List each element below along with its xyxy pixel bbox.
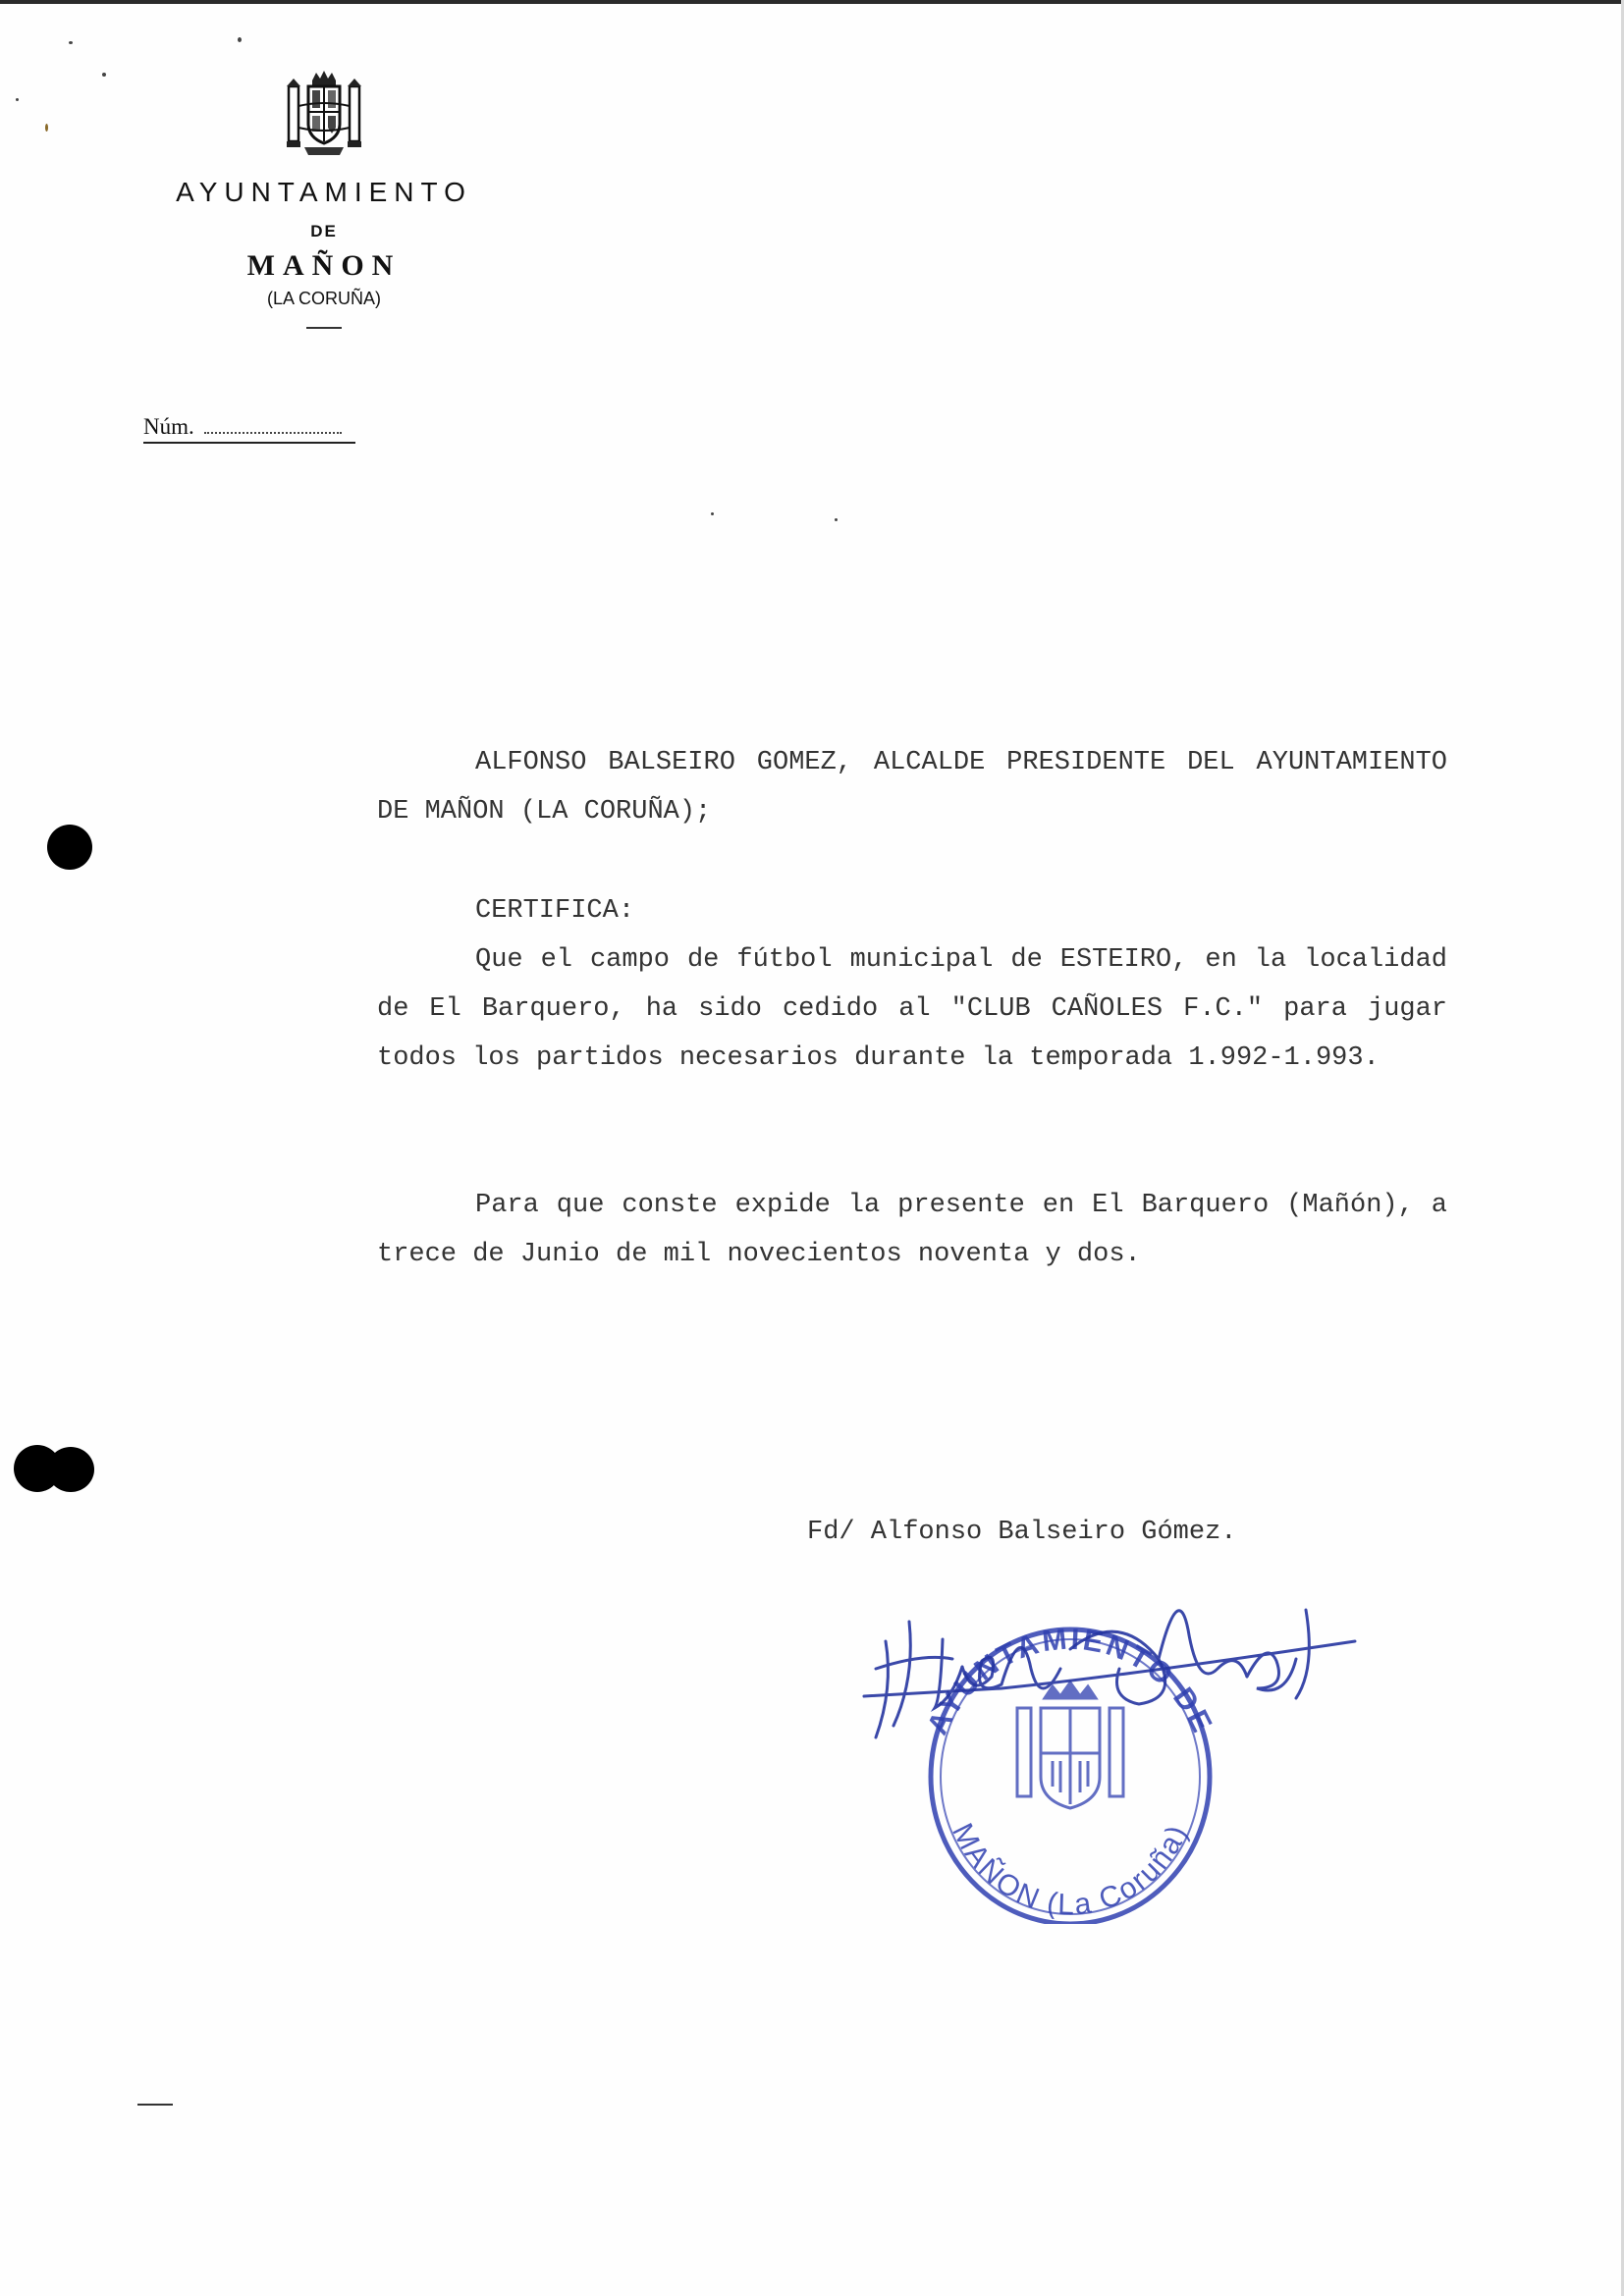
reference-number-field <box>143 414 355 444</box>
closing-text: Para que conste expide la presente en El Barquero (Mañón), a trece de Junio de mil novecientos noventa y dos. <box>377 1191 1447 1269</box>
letterhead-province: (LA CORUÑA) <box>266 289 381 308</box>
letterhead-title: AYUNTAMIENTO <box>176 177 472 207</box>
letterhead-divider <box>306 327 342 329</box>
signed-by-line: Fd/ Alfonso Balseiro Gómez. <box>807 1518 1237 1547</box>
scan-speck <box>45 124 48 132</box>
scan-speck <box>835 518 838 521</box>
intro-paragraph <box>377 738 1447 836</box>
binder-hole <box>47 1447 94 1492</box>
certification-text: Que el campo de fútbol municipal de ESTEIRO, en la localidad de El Barquero, ha sido cedido al "CLUB CAÑOLES F.C." para jugar todos los partidos necesarios durante la temporada 1.992-1.993. <box>377 945 1447 1073</box>
coat-of-arms-icon <box>275 67 373 161</box>
reference-number-label: Núm. <box>143 414 194 439</box>
scan-top-edge <box>0 0 1624 4</box>
letterhead <box>128 67 520 329</box>
certifica-text: CERTIFICA: <box>475 896 635 926</box>
certification-paragraph <box>377 935 1447 1083</box>
scan-speck <box>711 512 714 515</box>
binder-hole <box>47 825 92 870</box>
seal-bottom-text: MAÑON (La Coruña) <box>946 1818 1195 1922</box>
scan-speck <box>69 41 73 44</box>
signature-and-seal <box>825 1551 1375 1924</box>
letterhead-de: DE <box>310 222 338 240</box>
fold-mark <box>137 2104 173 2106</box>
scan-speck <box>238 37 242 42</box>
letterhead-town: MAÑON <box>246 249 402 282</box>
seal-top-text: AYUNTAMIENTO DE <box>921 1623 1219 1740</box>
intro-text: ALFONSO BALSEIRO GOMEZ, ALCALDE PRESIDENTE DEL AYUNTAMIENTO DE MAÑON (LA CORUÑA); <box>377 748 1447 827</box>
reference-number-blank <box>204 432 342 434</box>
scan-speck <box>16 98 19 101</box>
svg-text:MAÑON (La Coruña) <box>946 1818 1194 1921</box>
closing-paragraph <box>377 1181 1447 1279</box>
certifica-heading <box>377 886 1447 935</box>
scan-speck <box>102 73 106 77</box>
